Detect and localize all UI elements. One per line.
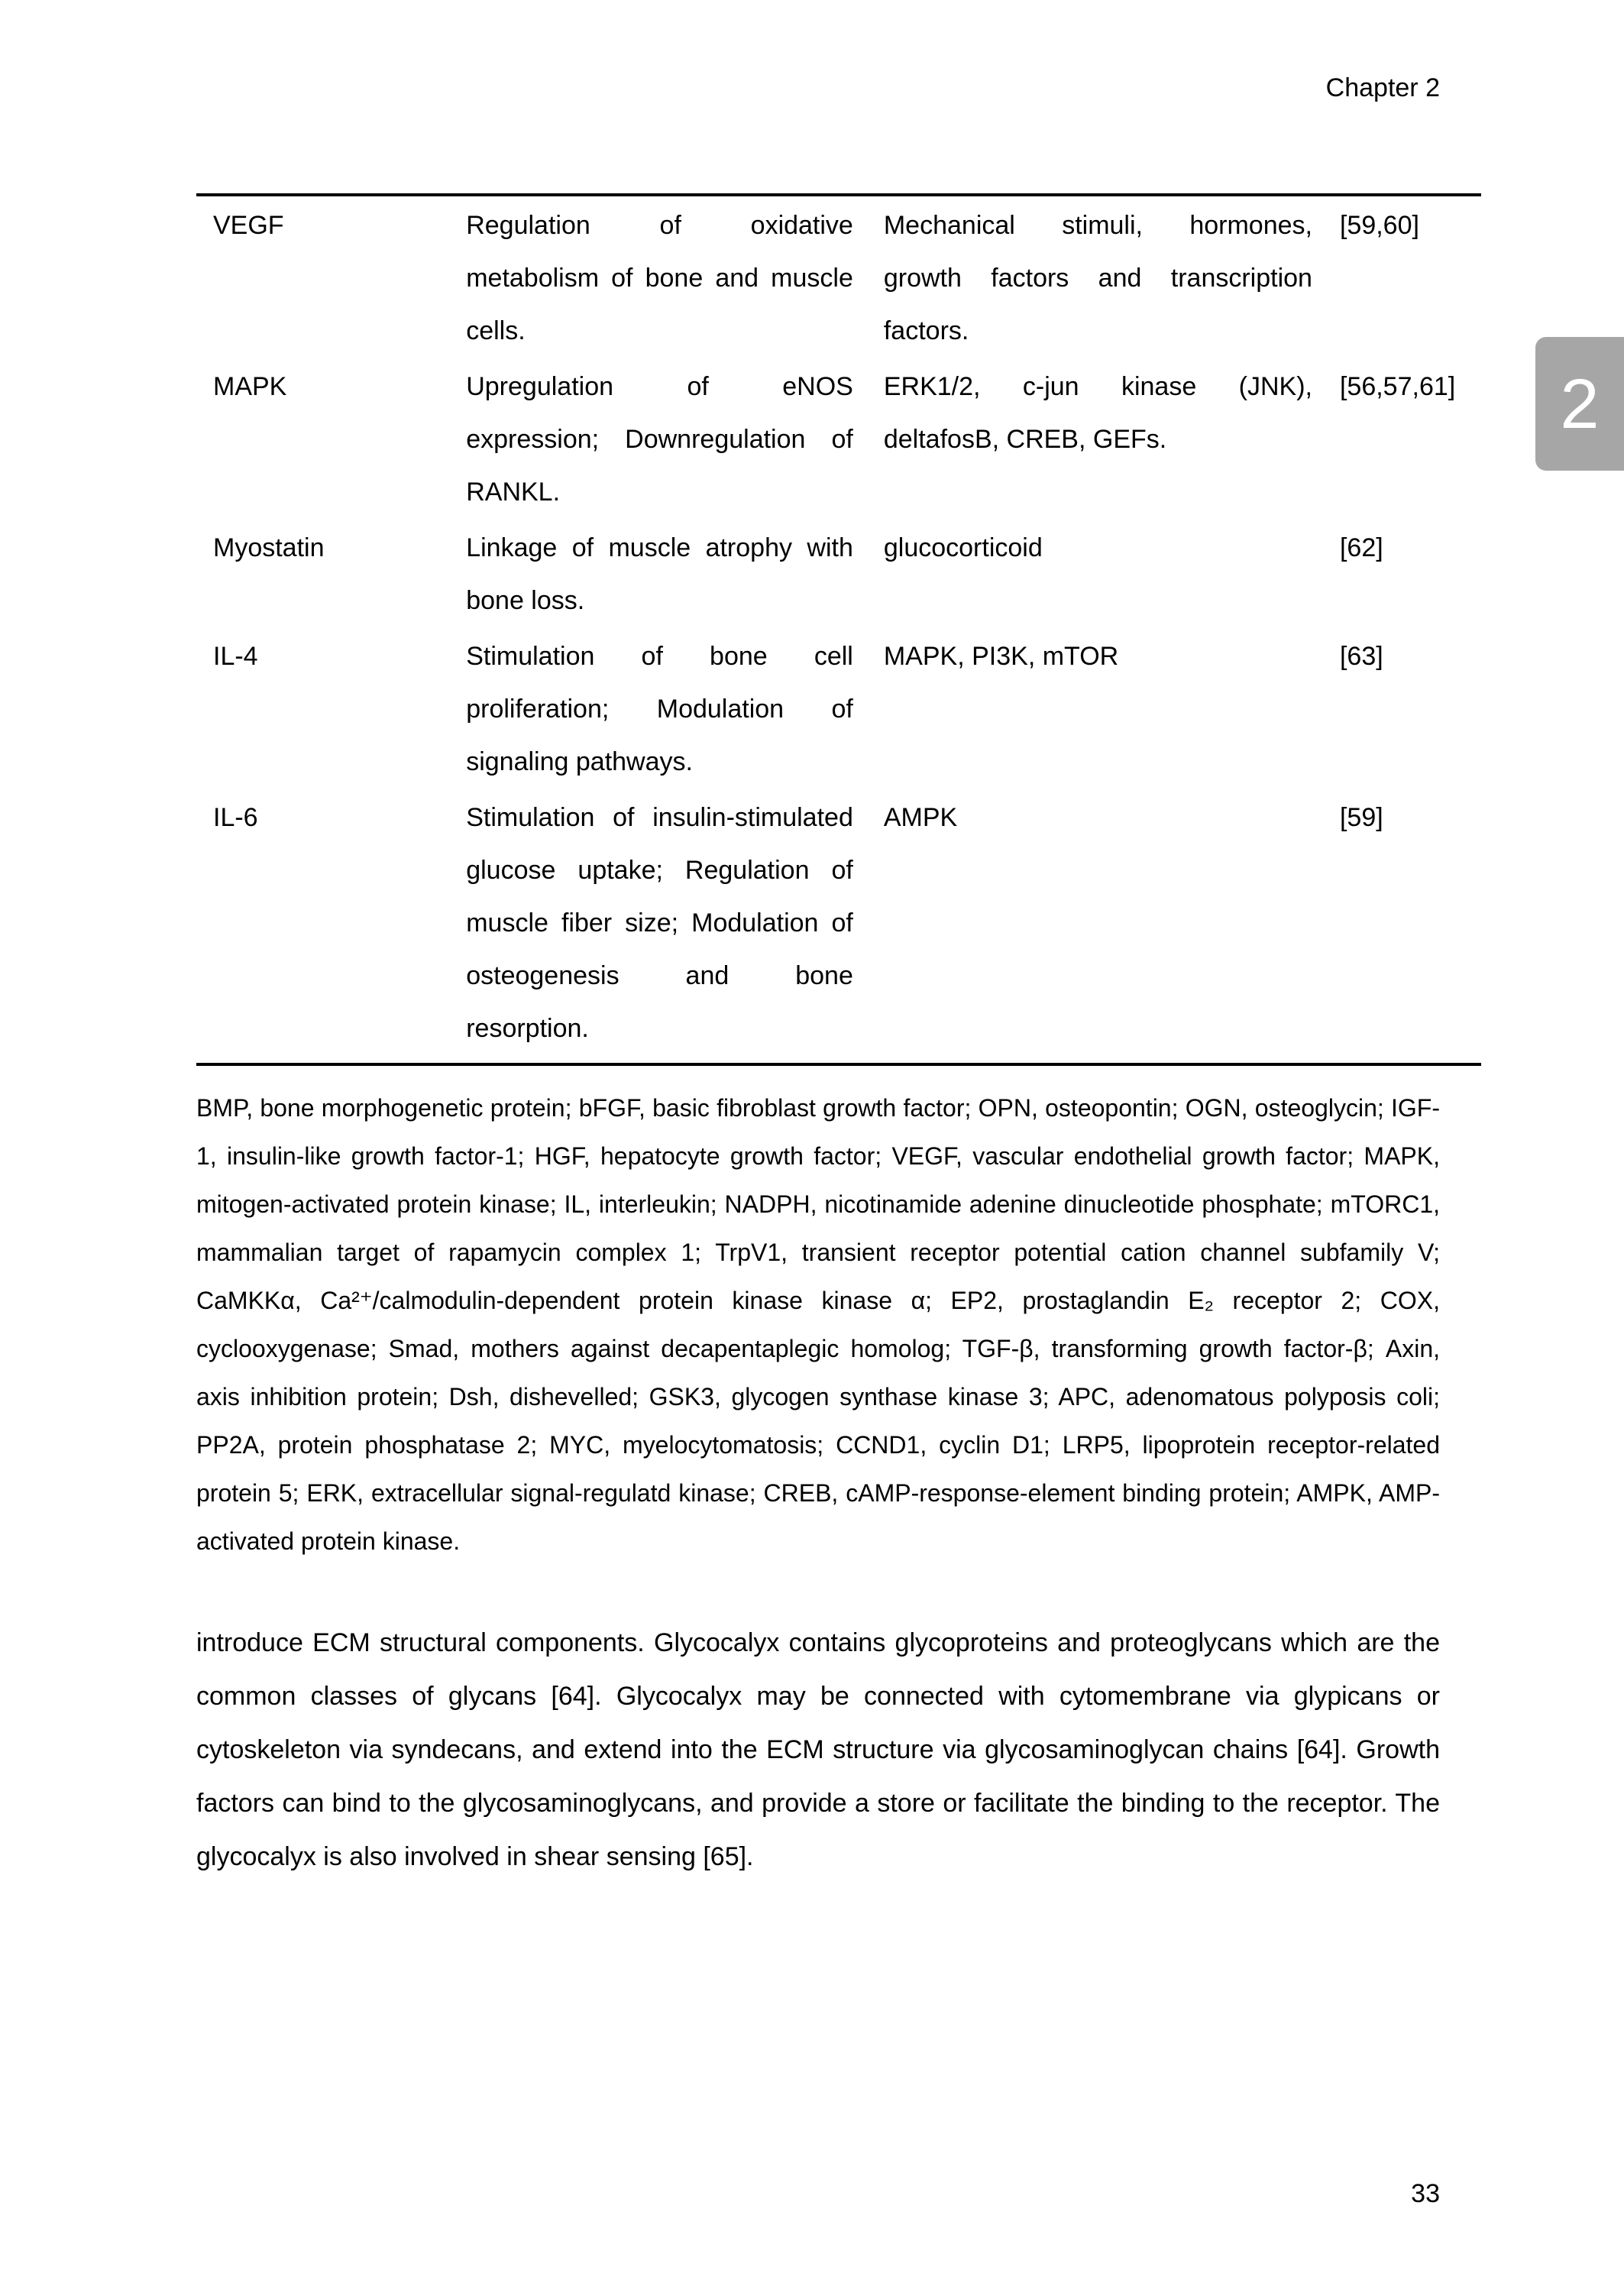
page-number: 33 [1411, 2179, 1440, 2208]
factor-name-cell: Myostatin [213, 533, 325, 562]
table-row [196, 519, 1481, 627]
factor-name-cell: MAPK [213, 372, 287, 401]
table-row [196, 195, 1481, 358]
table-row [196, 358, 1481, 519]
factor-regulators-cell: MAPK, PI3K, mTOR [883, 642, 1119, 671]
factor-refs-cell: [62] [1339, 533, 1383, 562]
chapter-tab [1535, 337, 1624, 471]
factor-function-cell: Stimulation of bone cell proliferation; Modulation of signaling pathways. [466, 642, 853, 776]
table-row [196, 789, 1481, 1064]
factor-function-cell: Stimulation of insulin-stimulated glucose uptake; Regulation of muscle fiber size; Modulation of osteogenesis and bone resorption. [466, 803, 853, 1043]
factor-refs-cell: [63] [1339, 642, 1383, 671]
table-footnote: BMP, bone morphogenetic protein; bFGF, basic fibroblast growth factor; OPN, osteopontin; OGN, osteoglycin; IGF-1, insulin-like growth factor-1; HGF, hepatocyte growth factor; VEGF, vascular endothelial growth factor; MAPK, mitogen-activated protein kinase; IL, interleukin; NADPH, nicotinamide adenine dinucleotide phosphate; mTORC1, mammalian target of rapamycin complex 1; TrpV1, transient receptor potential cation channel subfamily V; CaMKKα, Ca²⁺/calmodulin-dependent protein kinase kinase α; EP2, prostaglandin E₂ receptor 2; COX, cyclooxygenase; Smad, mothers against decapentaplegic homolog; TGF-β, transforming growth factor-β; Axin, axis inhibition protein; Dsh, dishevelled; GSK3, glycogen synthase kinase 3; APC, adenomatous polyposis coli; PP2A, protein phosphatase 2; MYC, myelocytomatosis; CCND1, cyclin D1; LRP5, lipoprotein receptor-related protein 5; ERK, extracellular signal-regulatd kinase; CREB, cAMP-response-element binding protein; AMPK, AMP-activated protein kinase. [196, 1094, 1440, 1555]
factor-name-cell: IL-6 [213, 803, 258, 832]
factor-function-cell: Regulation of oxidative metabolism of bone and muscle cells. [466, 211, 853, 345]
body-paragraph: introduce ECM structural components. Glycocalyx contains glycoproteins and proteoglycans which are the common classes of glycans [64]. Glycocalyx may be connected with cytomembrane via glypicans or cytoskeleton via syndecans, and extend into the ECM structure via glycosaminoglycan chains [64]. Growth factors can bind to the glycosaminoglycans, and provide a store or facilitate the binding to the receptor. The glycocalyx is also involved in shear sensing [65]. [196, 1628, 1440, 1871]
factor-regulators-cell: glucocorticoid [883, 533, 1043, 562]
page-content [196, 193, 1481, 1883]
factor-function-cell: Linkage of muscle atrophy with bone loss. [466, 533, 853, 615]
factor-refs-cell: [59] [1339, 803, 1383, 832]
table-row [196, 627, 1481, 789]
factor-name-cell: IL-4 [213, 642, 258, 671]
chapter-tab-number: 2 [1560, 364, 1600, 443]
factors-table [196, 193, 1481, 1066]
factor-name-cell: VEGF [213, 211, 284, 240]
running-head: Chapter 2 [1325, 73, 1440, 102]
factor-function-cell: Upregulation of eNOS expression; Downregulation of RANKL. [466, 372, 853, 507]
factor-refs-cell: [56,57,61] [1339, 372, 1456, 401]
factors-table-body [196, 195, 1481, 1064]
factor-regulators-cell: AMPK [883, 803, 958, 832]
factor-regulators-cell: ERK1/2, c-jun kinase (JNK), deltafosB, CREB, GEFs. [883, 372, 1312, 454]
factor-refs-cell: [59,60] [1339, 211, 1419, 240]
factor-regulators-cell: Mechanical stimuli, hormones, growth factors and transcription factors. [883, 211, 1312, 345]
